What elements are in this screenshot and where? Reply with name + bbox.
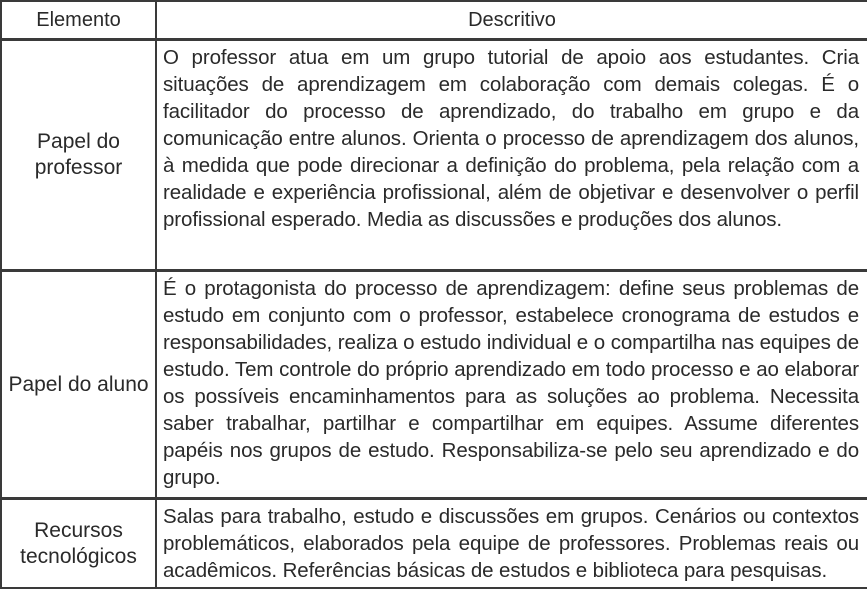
element-cell: Recursos tecnológicos bbox=[1, 499, 156, 588]
description-cell: É o protagonista do processo de aprendizagem: define seus problemas de estudo em conjunto com o professor, estabelece cronograma de estudos e responsabilidades, realiza o estudo individual e o compartilha nas equipes de estudo. Tem controle do próprio aprendizado em todo processo e ao elaborar os possíveis encaminhamentos para as soluções ao problema. Necessita saber trabalhar, partilhar e compartilhar em equipes. Assume diferentes papéis nos grupos de estudo. Responsabiliza-se pelo seu aprendizado e do grupo. bbox=[156, 270, 867, 499]
table-header-row bbox=[1, 1, 867, 40]
table-row bbox=[1, 40, 867, 271]
element-cell: Papel do aluno bbox=[1, 270, 156, 499]
description-cell: Salas para trabalho, estudo e discussões em grupos. Cenários ou contextos problemáticos, elaborados pela equipe de professores. Problemas reais ou acadêmicos. Referências básicas de estudos e biblioteca para pesquisas. bbox=[156, 499, 867, 588]
element-cell: Papel do professor bbox=[1, 40, 156, 271]
table-row bbox=[1, 499, 867, 588]
header-description: Descritivo bbox=[156, 1, 867, 40]
header-element: Elemento bbox=[1, 1, 156, 40]
table-row bbox=[1, 270, 867, 499]
description-cell: O professor atua em um grupo tutorial de apoio aos estudantes. Cria situações de aprendizagem em colaboração com demais colegas. É o facilitador do processo de aprendizado, do trabalho em grupo e da comunicação entre alunos. Orienta o processo de aprendizagem dos alunos, à medida que pode direcionar a definição do problema, pela relação com a realidade e experiência profissional, além de objetivar e desenvolver o perfil profissional esperado. Media as discussões e produções dos alunos. bbox=[156, 40, 867, 271]
